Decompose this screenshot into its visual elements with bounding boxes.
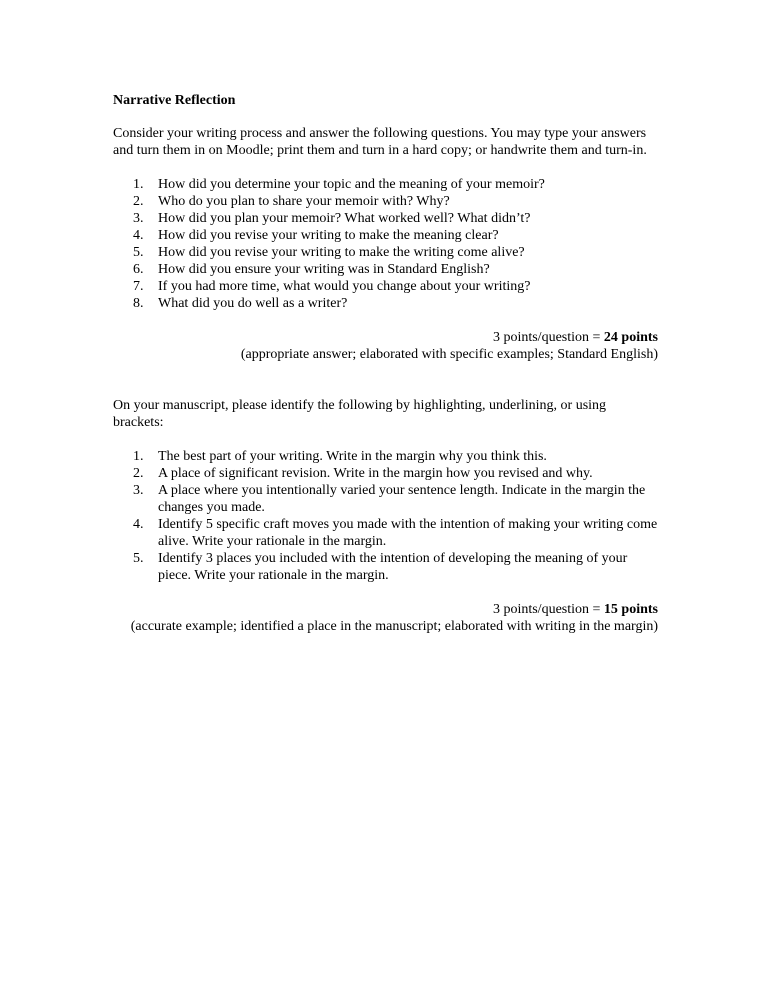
list-item	[113, 482, 658, 516]
points-total: 24 points	[603, 330, 658, 345]
list-item-text: Identify 3 places you included with the intention of developing the meaning of your piece. Write your rationale in the margin.	[158, 551, 628, 583]
list-item	[113, 227, 658, 244]
list-item	[113, 261, 658, 278]
list-item-text: How did you ensure your writing was in Standard English?	[158, 262, 490, 277]
scoring-criteria: (accurate example; identified a place in the manuscript; elaborated with writing in the margin)	[130, 619, 658, 634]
list-number: 3.	[133, 483, 144, 498]
list-number: 7.	[133, 279, 144, 294]
list-item	[113, 210, 658, 227]
scoring-block-1	[113, 329, 658, 363]
list-number: 1.	[133, 177, 144, 192]
list-item	[113, 448, 658, 465]
list-item-text: How did you determine your topic and the meaning of your memoir?	[158, 177, 545, 192]
document-title: Narrative Reflection	[113, 93, 236, 108]
list-number: 4.	[133, 517, 144, 532]
list-item-text: The best part of your writing. Write in the margin why you think this.	[158, 449, 547, 464]
list-item	[113, 295, 658, 312]
list-item-text: How did you plan your memoir? What worked well? What didn’t?	[158, 211, 531, 226]
points-prefix: 3 points/question =	[492, 330, 604, 345]
list-number: 4.	[133, 228, 144, 243]
scoring-block-2	[113, 601, 658, 635]
list-item-text: How did you revise your writing to make the writing come alive?	[158, 245, 525, 260]
list-item-text: A place of significant revision. Write in the margin how you revised and why.	[158, 466, 593, 481]
list-item	[113, 193, 658, 210]
list-item-text: Who do you plan to share your memoir with? Why?	[158, 194, 450, 209]
list-number: 3.	[133, 211, 144, 226]
list-number: 6.	[133, 262, 144, 277]
list-item-text: How did you revise your writing to make the meaning clear?	[158, 228, 499, 243]
document-content	[113, 92, 658, 635]
points-line	[113, 601, 658, 618]
reflection-questions-list	[113, 176, 658, 312]
manuscript-tasks-list	[113, 448, 658, 584]
list-number: 8.	[133, 296, 144, 311]
list-item-text: If you had more time, what would you change about your writing?	[158, 279, 531, 294]
manuscript-instructions: On your manuscript, please identify the following by highlighting, underlining, or using brackets:	[113, 398, 607, 430]
list-number: 1.	[133, 449, 144, 464]
points-line	[113, 329, 658, 346]
list-item-text: A place where you intentionally varied your sentence length. Indicate in the margin the changes you made.	[158, 483, 646, 515]
list-number: 2.	[133, 466, 144, 481]
points-total: 15 points	[603, 602, 658, 617]
list-item-text: Identify 5 specific craft moves you made with the intention of making your writing come alive. Write your rationale in the margin.	[158, 517, 658, 549]
scoring-criteria: (appropriate answer; elaborated with specific examples; Standard English)	[240, 347, 658, 362]
list-item-text: What did you do well as a writer?	[158, 296, 348, 311]
list-item	[113, 278, 658, 295]
list-item	[113, 465, 658, 482]
list-item	[113, 550, 658, 584]
intro-paragraph: Consider your writing process and answer the following questions. You may type your answers and turn them in on Moodle; print them and turn in a hard copy; or handwrite them and turn-in.	[113, 126, 647, 158]
list-item	[113, 244, 658, 261]
list-number: 2.	[133, 194, 144, 209]
list-item	[113, 516, 658, 550]
list-number: 5.	[133, 245, 144, 260]
points-prefix: 3 points/question =	[492, 602, 604, 617]
list-item	[113, 176, 658, 193]
list-number: 5.	[133, 551, 144, 566]
